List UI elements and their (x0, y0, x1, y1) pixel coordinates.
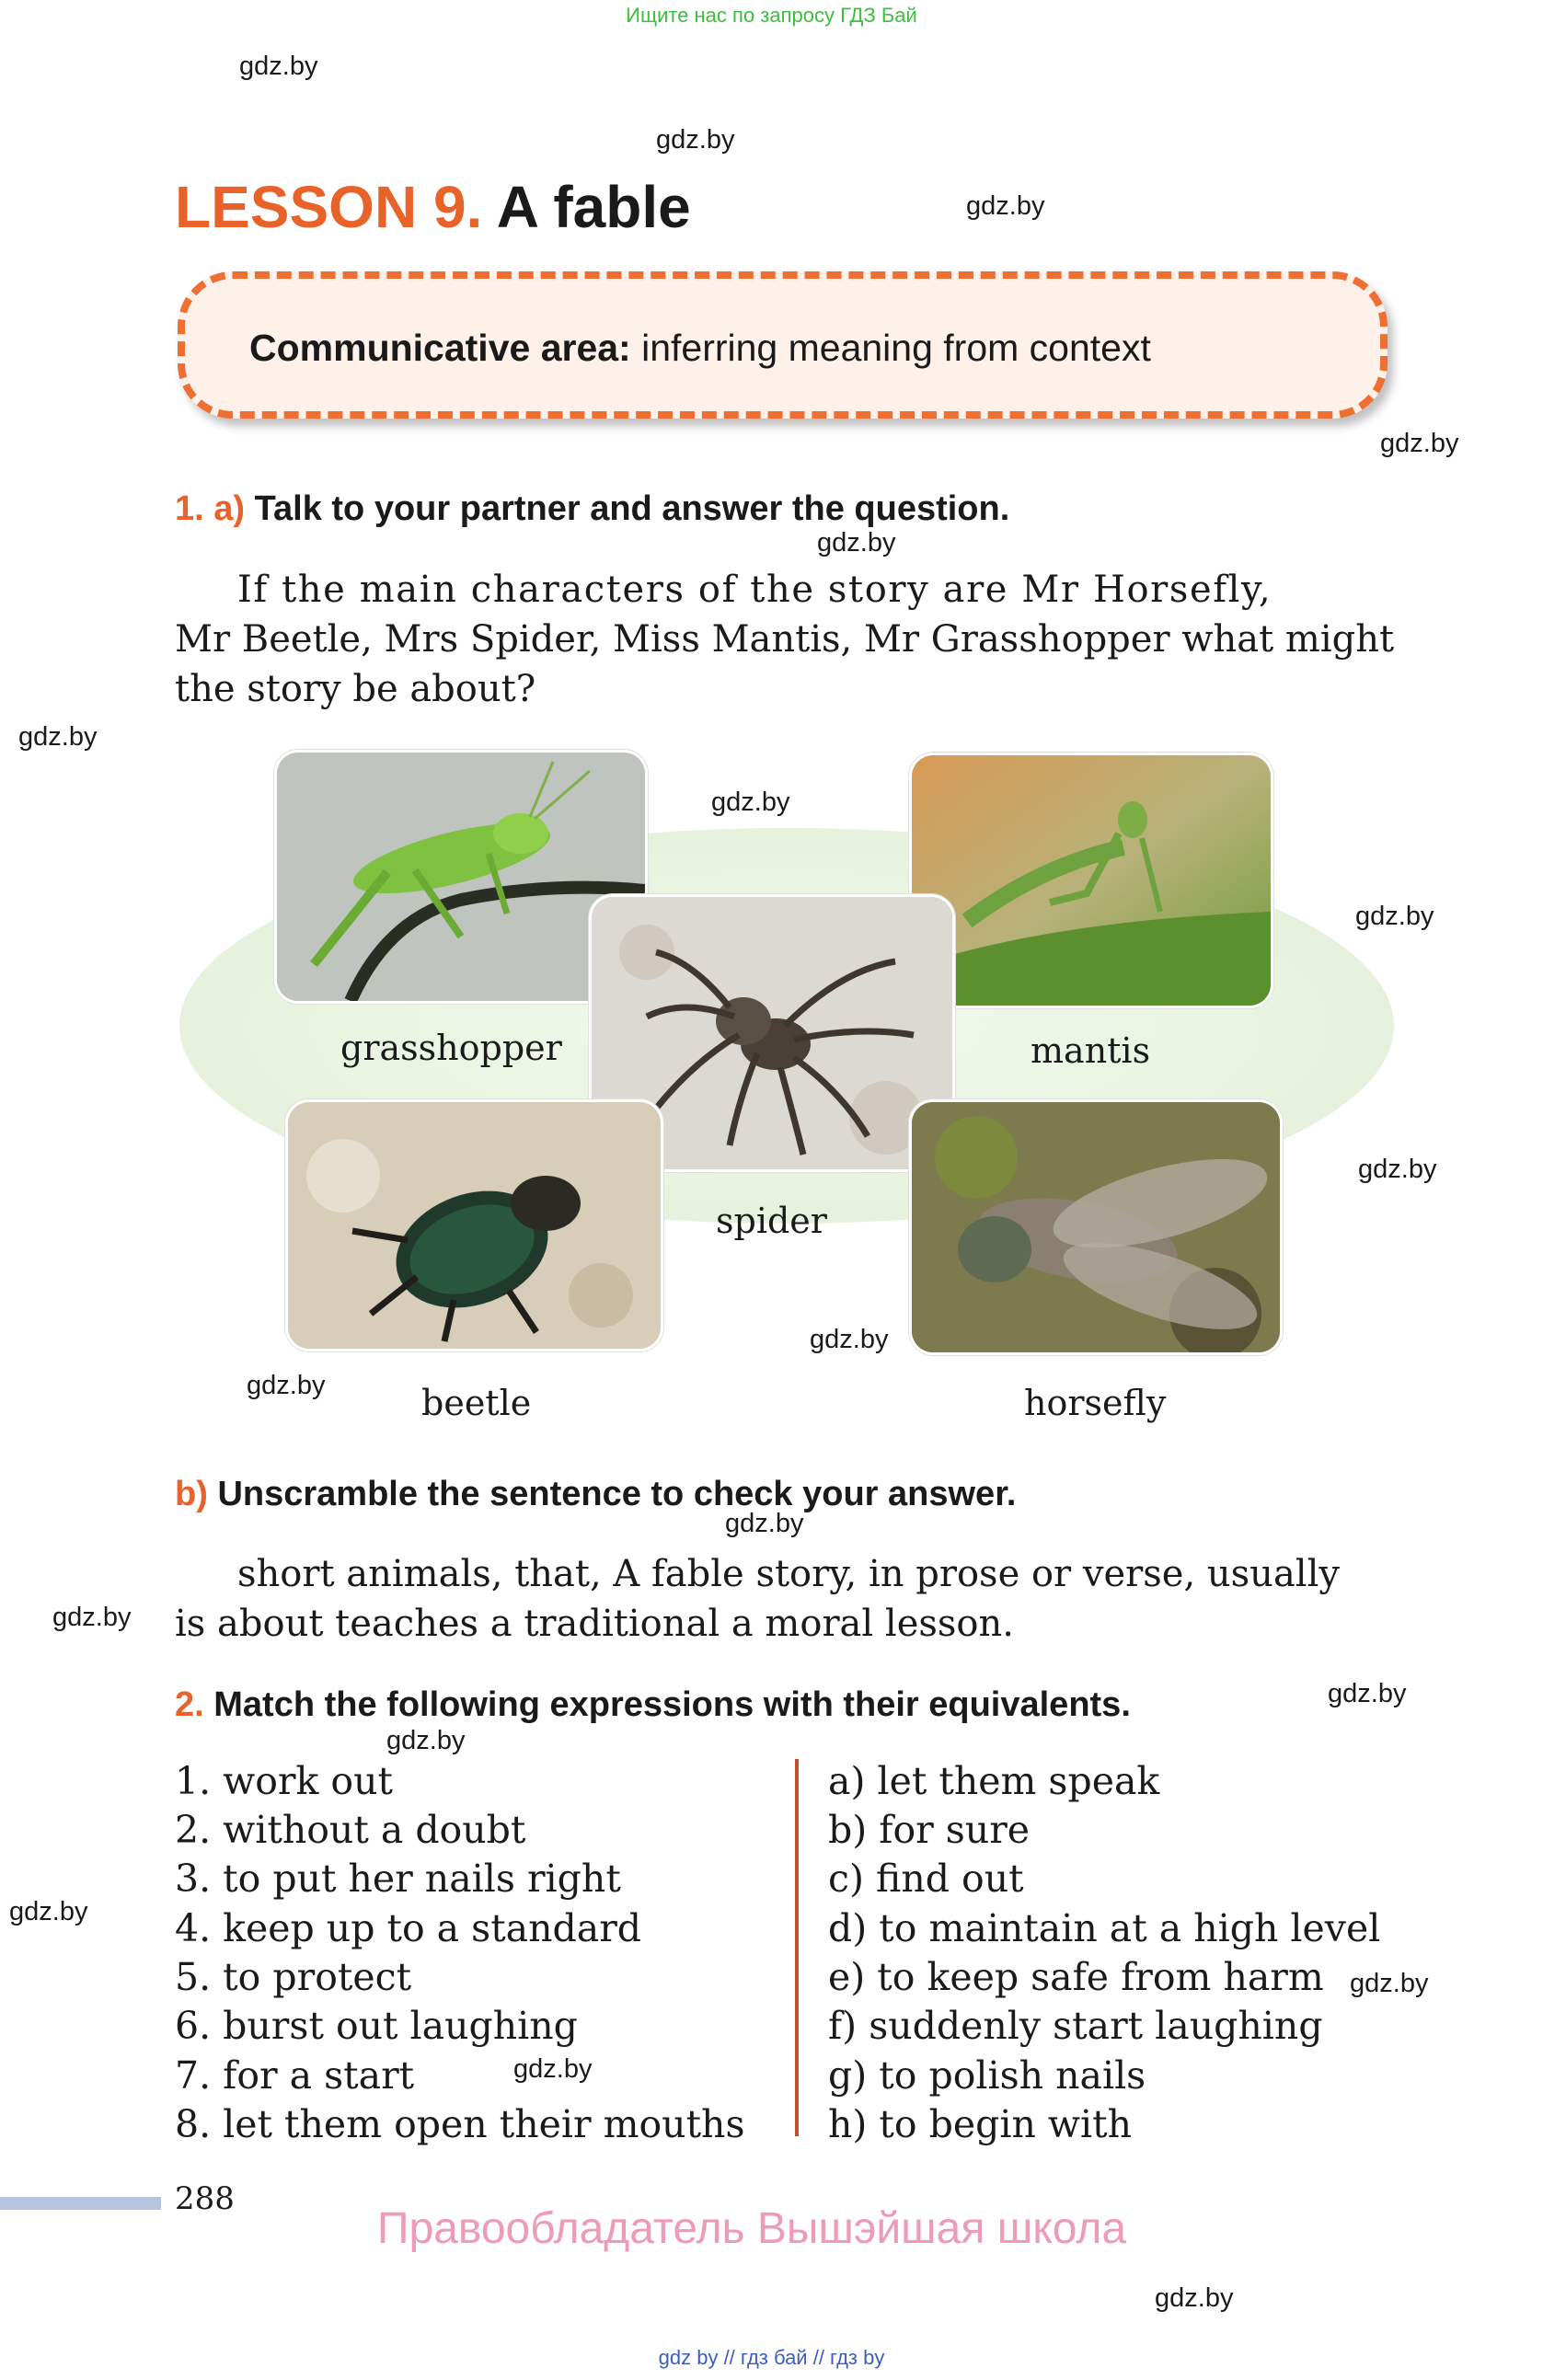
horsefly-image (912, 1102, 1280, 1352)
page-number: 288 (175, 2180, 235, 2217)
top-notice[interactable]: Ищите нас по запросу ГДЗ Бай (626, 4, 917, 27)
watermark: gdz.by (386, 1726, 466, 1755)
grasshopper-caption: grasshopper (340, 1028, 562, 1068)
watermark: gdz.by (239, 52, 318, 81)
equivalent-item: c) find out (828, 1857, 1024, 1901)
equivalent-item: d) to maintain at a high level (828, 1906, 1381, 1950)
watermark: gdz.by (656, 125, 735, 155)
watermark: gdz.by (810, 1325, 889, 1354)
beetle-image (288, 1102, 661, 1349)
lesson-number: LESSON 9. (175, 174, 483, 240)
horsefly-photo (909, 1099, 1283, 1355)
communicative-area-text (249, 327, 1151, 370)
watermark: gdz.by (817, 528, 896, 558)
mantis-caption: mantis (1031, 1030, 1151, 1071)
equivalent-item: f) suddenly start laughing (828, 2004, 1323, 2048)
watermark: gdz.by (9, 1897, 88, 1926)
spider-caption: spider (716, 1201, 827, 1241)
watermark: gdz.by (1155, 2283, 1234, 2313)
expression-item: 5. to protect (175, 1955, 412, 1999)
footer-links[interactable]: gdz by // гдз бай // гдз by (658, 2346, 885, 2369)
expression-item: 1. work out (175, 1759, 393, 1803)
expression-item: 7. for a start (175, 2053, 415, 2098)
lesson-title (175, 173, 691, 241)
lesson-name: A fable (496, 174, 691, 240)
watermark: gdz.by (966, 191, 1045, 221)
task2-number: 2. (175, 1685, 204, 1724)
horsefly-caption: horsefly (1024, 1383, 1167, 1423)
task1b-instruction: Unscramble the sentence to check your answer. (217, 1475, 1017, 1513)
question-line: the story be about? (175, 668, 536, 710)
watermark: gdz.by (1355, 902, 1434, 931)
scrambled-line: short animals, that, A fable story, in prose or verse, usually (237, 1553, 1340, 1595)
communicative-area-box (178, 271, 1388, 419)
watermark: gdz.by (1328, 1679, 1407, 1708)
task1b-label: b) (175, 1475, 208, 1513)
task1b-heading (175, 1475, 1016, 1514)
expression-item: 4. keep up to a standard (175, 1906, 642, 1950)
watermark: gdz.by (711, 788, 790, 817)
task2-heading (175, 1685, 1131, 1725)
expression-item: 2. without a doubt (175, 1808, 526, 1852)
watermark: gdz.by (1358, 1155, 1437, 1184)
equivalent-item: b) for sure (828, 1808, 1031, 1852)
page-number-bar (0, 2197, 161, 2210)
scrambled-line: is about teaches a traditional a moral lesson. (175, 1603, 1014, 1645)
mantis-photo (909, 753, 1273, 1008)
task1-number: 1. (175, 489, 204, 528)
communicative-area-label: Communicative area: (249, 327, 631, 369)
watermark: gdz.by (513, 2054, 593, 2084)
task1a-heading (175, 489, 1009, 529)
question-line: Mr Beetle, Mrs Spider, Miss Mantis, Mr Grasshopper what might (175, 618, 1395, 661)
task2-instruction: Match the following expressions with their equivalents. (213, 1685, 1131, 1724)
equivalent-item: h) to begin with (828, 2102, 1133, 2146)
expression-item: 3. to put her nails right (175, 1857, 621, 1901)
communicative-area-value: inferring meaning from context (630, 327, 1151, 369)
question-line: If the main characters of the story are Mr Horsefly, (237, 569, 1272, 611)
watermark: gdz.by (52, 1603, 132, 1632)
column-divider (795, 1759, 799, 2136)
equivalent-item: g) to polish nails (828, 2053, 1146, 2098)
mantis-image (912, 755, 1271, 1006)
expression-item: 6. burst out laughing (175, 2004, 578, 2048)
equivalent-item: e) to keep safe from harm (828, 1955, 1324, 1999)
expression-item: 8. let them open their mouths (175, 2102, 745, 2146)
watermark: gdz.by (725, 1509, 804, 1538)
equivalent-item: a) let them speak (828, 1759, 1160, 1803)
watermark: gdz.by (247, 1371, 326, 1400)
beetle-caption: beetle (421, 1383, 532, 1423)
watermark: gdz.by (18, 722, 98, 752)
watermark: gdz.by (1380, 429, 1459, 458)
beetle-photo (285, 1099, 663, 1351)
task1a-instruction: Talk to your partner and answer the question. (254, 489, 1010, 528)
task1a-label: a) (213, 489, 246, 528)
watermark: gdz.by (1350, 1969, 1429, 1998)
copyright-notice: Правообладатель Вышэйшая школа (377, 2204, 1127, 2253)
